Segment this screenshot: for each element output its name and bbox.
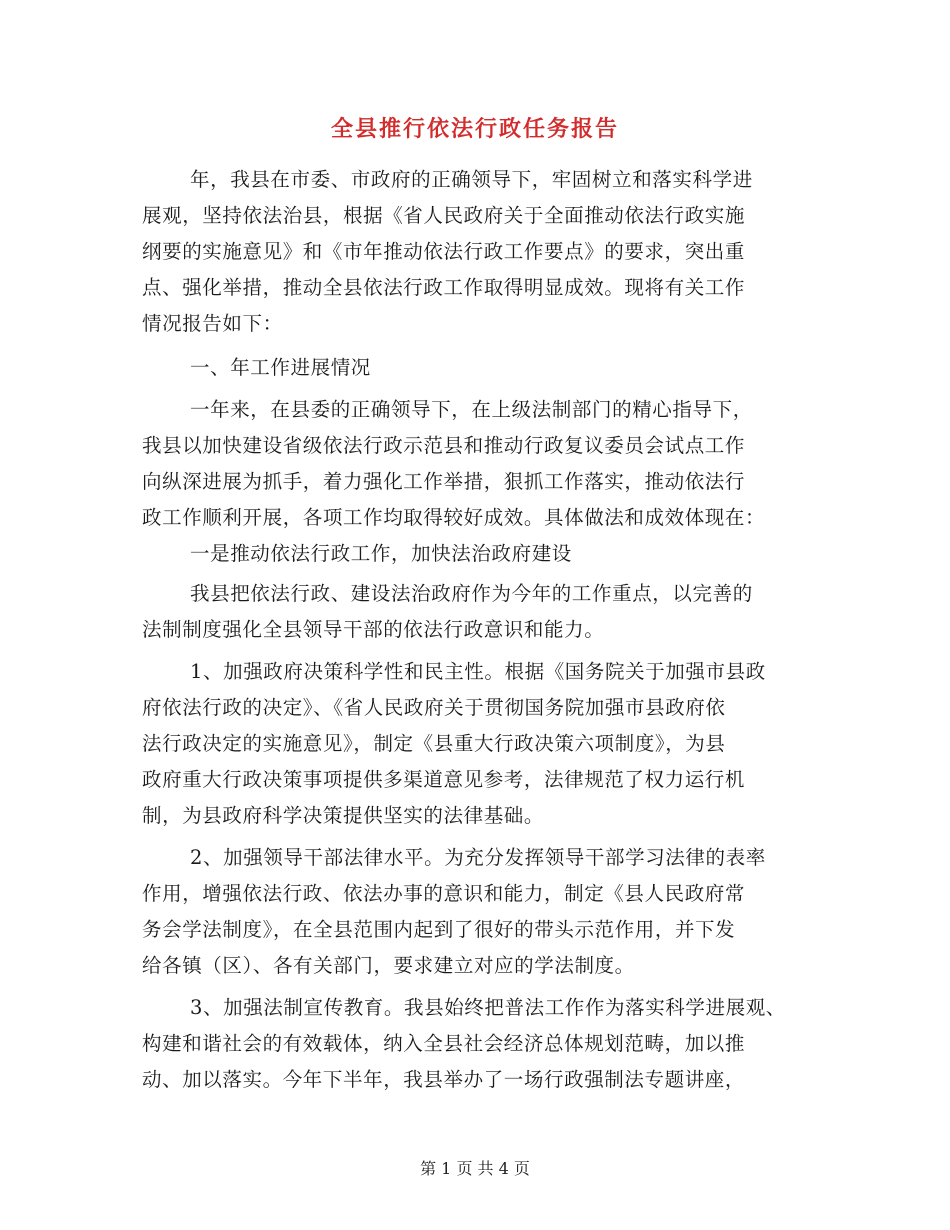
body-line: 一年来，在县委的正确领导下，在上级法制部门的精心指导下， [190,398,753,421]
body-line: 作用，增强依法行政、依法办事的意识和能力，制定《县人民政府常 [142,882,746,905]
body-line: 年，我县在市委、市政府的正确领导下，牢固树立和落实科学进 [190,168,753,191]
body-line: 情况报告如下： [142,312,283,335]
document-title: 全县推行依法行政任务报告 [330,117,619,142]
body-line: 展观，坚持依法治县，根据《省人民政府关于全面推动依法行政实施 [142,204,746,227]
body-line: 1、加强政府决策科学性和民主性。根据《国务院关于加强市县政 [190,660,766,683]
body-line: 构建和谐社会的有效载体，纳入全县社会经济总体规划范畴，加以推 [142,1032,746,1055]
body-line: 纲要的实施意见》和《市年推动依法行政工作要点》的要求，突出重 [142,240,746,263]
body-line: 制，为县政府科学决策提供坚实的法律基础。 [142,804,545,827]
body-line: 3、加强法制宣传教育。我县始终把普法工作作为落实科学进展观、 [190,996,786,1019]
body-line: 法行政决定的实施意见》，制定《县重大行政决策六项制度》，为县 [142,732,726,755]
body-line: 我县把依法行政、建设法治政府作为今年的工作重点，以完善的 [190,582,753,605]
body-line: 点、强化举措，推动全县依法行政工作取得明显成效。现将有关工作 [142,276,746,299]
body-line: 法制制度强化全县领导干部的依法行政意识和能力。 [142,618,605,641]
body-line: 向纵深进展为抓手，着力强化工作举措，狠抓工作落实，推动依法行 [142,470,746,493]
subsection-heading: 一是推动依法行政工作，加快法治政府建设 [190,542,572,565]
page-number: 第 1 页 共 4 页 [420,1159,530,1178]
body-line: 我县以加快建设省级依法行政示范县和推动行政复议委员会试点工作 [142,434,746,457]
body-line: 政工作顺利开展，各项工作均取得较好成效。具体做法和成效体现在： [142,506,766,529]
body-line: 府依法行政的决定》、《省人民政府关于贯彻国务院加强市县政府依 [142,696,726,719]
body-line: 动、加以落实。今年下半年，我县举办了一场行政强制法专题讲座， [142,1068,746,1091]
body-line: 给各镇（区）、各有关部门，要求建立对应的学法制度。 [142,954,635,977]
section-heading: 一、年工作进展情况 [190,356,371,379]
body-line: 政府重大行政决策事项提供多渠道意见参考，法律规范了权力运行机 [142,768,746,791]
body-line: 务会学法制度》，在全县范围内起到了很好的带头示范作用，并下发 [142,918,736,941]
body-line: 2、加强领导干部法律水平。为充分发挥领导干部学习法律的表率 [190,846,766,869]
